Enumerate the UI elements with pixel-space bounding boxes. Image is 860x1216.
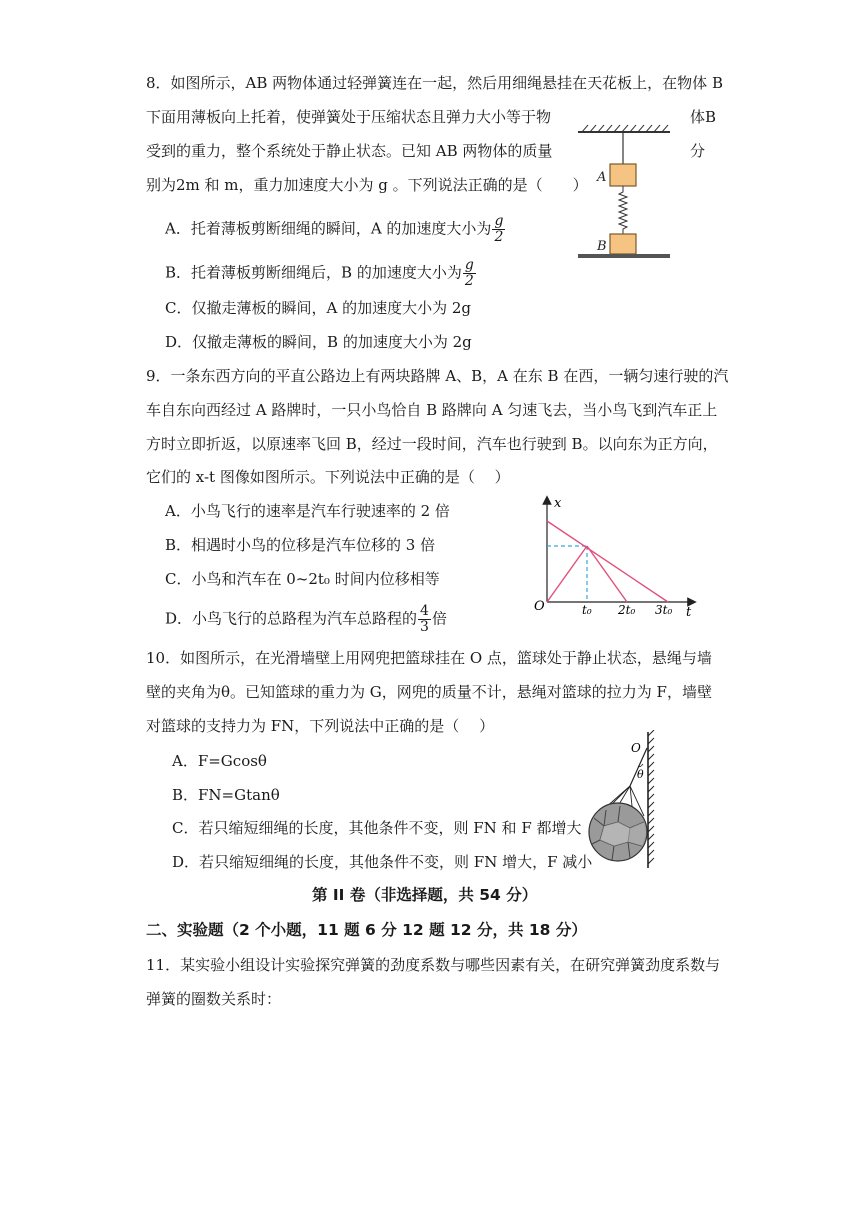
bird-line-back	[587, 546, 627, 602]
y-axis-label: x	[554, 496, 562, 511]
theta-label: θ	[637, 768, 644, 781]
q8-option-c[interactable]: C．仅撤走薄板的瞬间，A 的加速度大小为 2g	[165, 299, 471, 317]
block-a	[610, 164, 636, 186]
q10-option-b[interactable]: B．FN=Gtanθ	[172, 786, 280, 804]
block-b	[610, 234, 636, 254]
tick-3t0: 3t₀	[655, 603, 673, 617]
q8-line-2: 下面用薄板向上托着，使弹簧处于压缩状态且弹力大小等于物	[146, 108, 552, 126]
tick-t0: t₀	[582, 603, 592, 617]
q8-option-a-fraction	[492, 214, 505, 245]
q8-option-a-text: A．托着薄板剪断细绳的瞬间，A 的加速度大小为	[165, 219, 492, 238]
ceiling-hatch	[582, 125, 668, 132]
basketball-light-patches	[600, 822, 646, 846]
q8-option-b[interactable]	[165, 258, 477, 289]
wall-hatch	[648, 730, 654, 864]
q10-line-3: 对篮球的支持力为 FN，下列说法中正确的是（ ）	[146, 717, 495, 735]
spring-system-figure	[576, 124, 672, 262]
q8-option-d[interactable]: D．仅撤走薄板的瞬间，B 的加速度大小为 2g	[165, 333, 472, 351]
x-t-graph	[530, 492, 702, 618]
q10-option-a[interactable]: A．F=Gcosθ	[172, 752, 267, 770]
q10-option-c[interactable]: C．若只缩短细绳的长度，其他条件不变，则 FN 和 F 都增大	[172, 819, 582, 837]
basketball-wall-figure	[582, 730, 660, 870]
q10-line-2: 壁的夹角为θ。已知篮球的重力为 G，网兜的质量不计，悬绳对篮球的拉力为 F，墙壁	[146, 683, 712, 701]
q9-option-c[interactable]: C．小鸟和汽车在 0~2t₀ 时间内位移相等	[165, 570, 440, 588]
fraction-numerator: g	[494, 213, 504, 229]
q11-line-2: 弹簧的圈数关系时：	[146, 990, 282, 1008]
q8-option-b-text: B．托着薄板剪断细绳后，B 的加速度大小为	[165, 263, 462, 282]
q9-option-d-text: D．小鸟飞行的总路程为汽车总路程的	[165, 609, 418, 628]
bird-line-out	[547, 546, 587, 602]
fraction-denominator: 3	[420, 619, 429, 635]
q10-line-1: 10．如图所示，在光滑墙壁上用网兜把篮球挂在 O 点，篮球处于静止状态，悬绳与墙	[146, 649, 712, 667]
q9-option-d-suffix: 倍	[431, 609, 447, 628]
section-2-title: 第 II 卷（非选择题，共 54 分）	[312, 886, 538, 904]
q8-line-1: 8．如图所示，AB 两物体通过轻弹簧连在一起，然后用细绳悬挂在天花板上，在物体 B	[146, 74, 723, 92]
q9-line-3: 方时立即折返，以原速率飞回 B，经过一段时间，汽车也行驶到 B。以向东为正方向，	[146, 435, 718, 453]
fraction-denominator: 2	[494, 229, 504, 245]
car-line	[547, 521, 668, 602]
q11-line-1: 11．某实验小组设计实验探究弹簧的劲度系数与哪些因素有关，在研究弹簧劲度系数与	[146, 956, 721, 974]
fraction-numerator: g	[464, 257, 474, 273]
spring	[619, 186, 627, 234]
q9-option-b[interactable]: B．相遇时小鸟的位移是汽车位移的 3 倍	[165, 536, 436, 554]
q9-line-1: 9．一条东西方向的平直公路边上有两块路牌 A、B，A 在东 B 在西，一辆匀速行驶的汽	[146, 367, 729, 385]
point-o-label: O	[631, 741, 641, 755]
fraction-numerator: 4	[420, 603, 429, 619]
q9-line-4: 它们的 x-t 图像如图所示。下列说法中正确的是（ ）	[146, 468, 510, 486]
q9-option-a[interactable]: A．小鸟飞行的速率是汽车行驶速率的 2 倍	[165, 502, 450, 520]
q9-line-2: 车自东向西经过 A 路牌时，一只小鸟恰自 B 路牌向 A 匀速飞去，当小鸟飞到汽车正上	[146, 401, 718, 419]
q8-option-b-fraction	[463, 258, 476, 289]
fraction-denominator: 2	[464, 273, 474, 289]
block-a-label: A	[597, 170, 607, 185]
q10-option-d[interactable]: D．若只缩短细绳的长度，其他条件不变，则 FN 增大，F 减小	[172, 853, 593, 871]
q8-line-3: 受到的重力，整个系统处于静止状态。已知 AB 两物体的质量	[146, 142, 553, 160]
x-axis-label: t	[686, 605, 692, 618]
q9-option-d[interactable]	[165, 604, 447, 635]
q8-line-2-end: 体B	[690, 108, 717, 126]
q9-option-d-fraction	[418, 604, 431, 635]
block-b-label: B	[597, 239, 607, 254]
q8-option-a[interactable]	[165, 214, 506, 245]
q8-line-3-end: 分	[690, 142, 706, 160]
q8-line-4: 别为2m 和 m，重力加速度大小为 g 。下列说法正确的是（ ）	[146, 176, 588, 194]
experiment-section-heading: 二、实验题（2 个小题，11 题 6 分 12 题 12 分，共 18 分）	[146, 921, 587, 939]
tick-2t0: 2t₀	[618, 603, 636, 617]
origin-label: O	[534, 599, 545, 614]
thin-board	[578, 254, 670, 258]
